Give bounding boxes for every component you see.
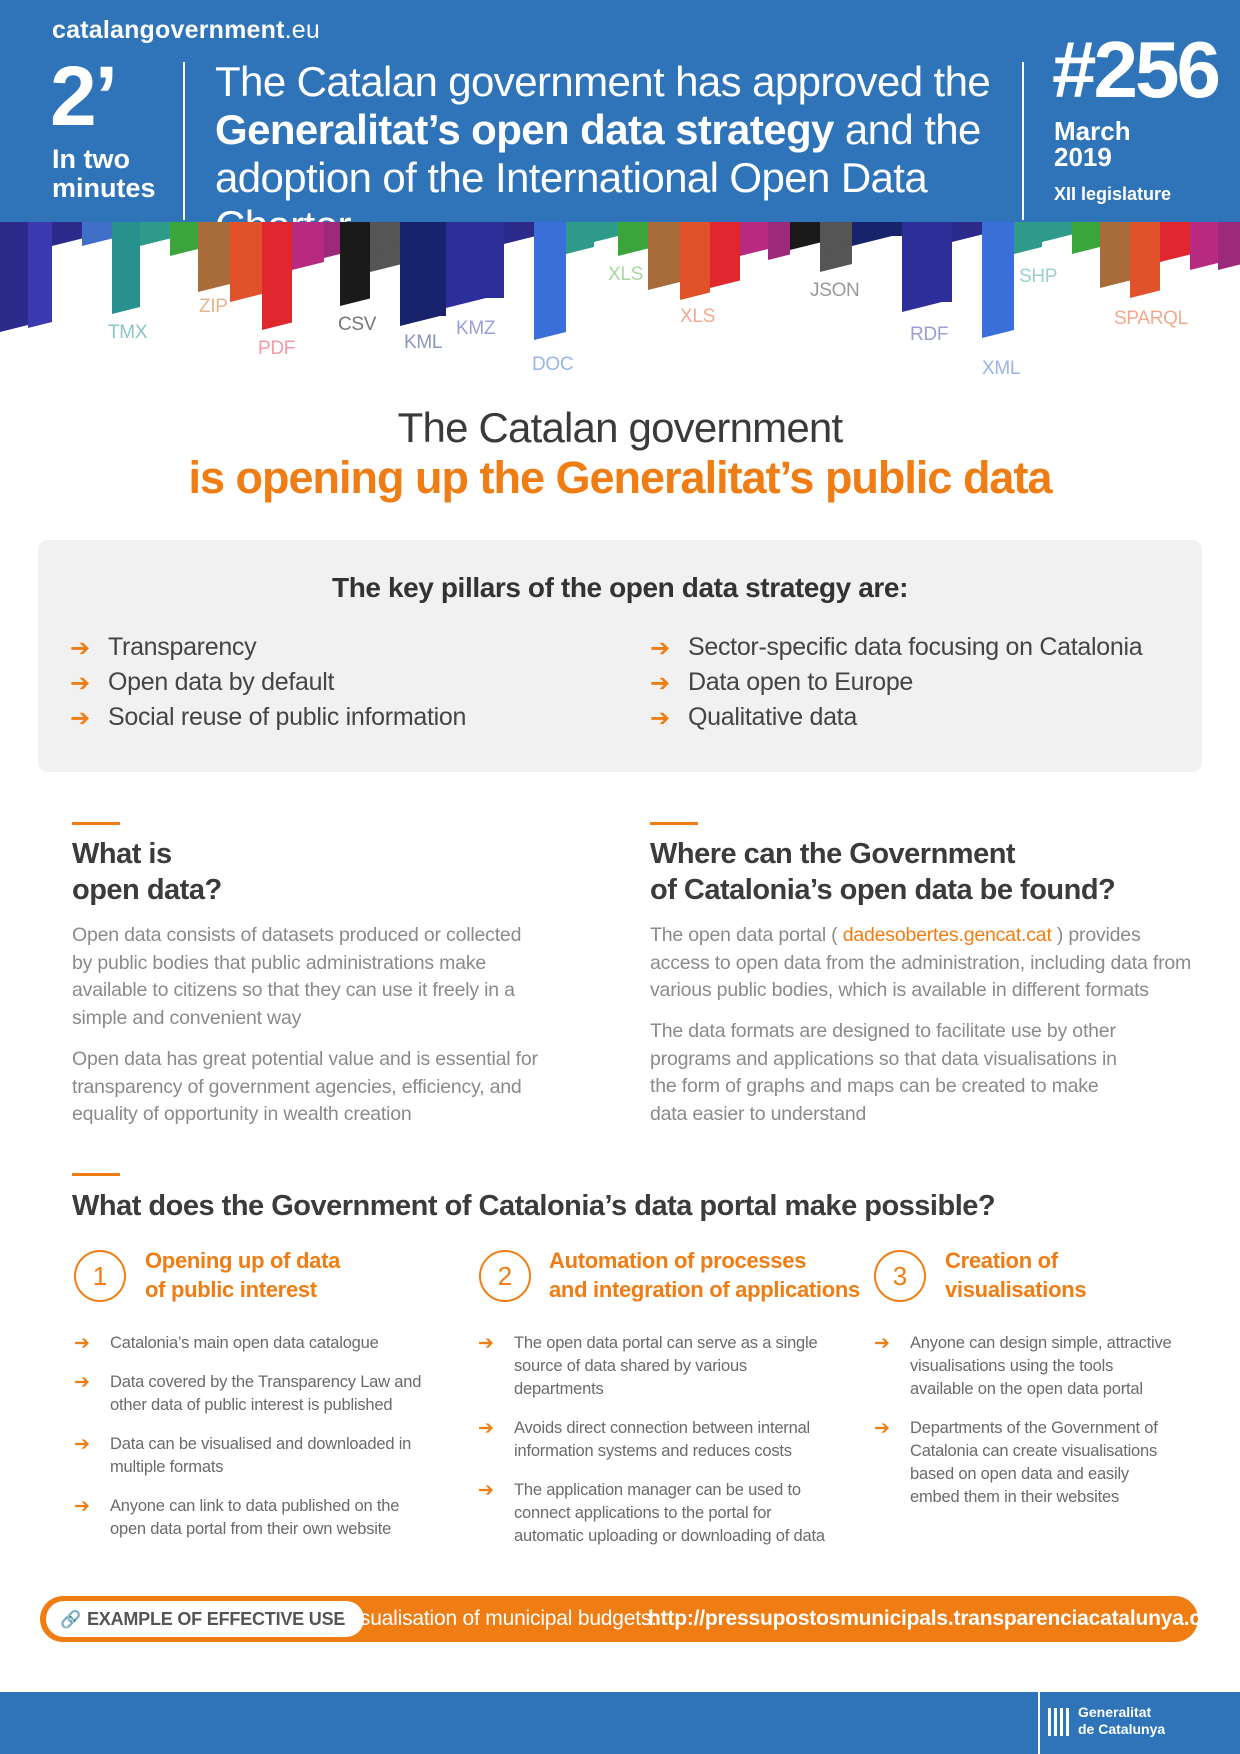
format-label: ZIP bbox=[199, 296, 228, 317]
pillar-label: Qualitative data bbox=[688, 703, 857, 731]
bar bbox=[1130, 222, 1160, 288]
format-label: KML bbox=[404, 332, 443, 353]
format-label: SPARQL bbox=[1114, 308, 1188, 329]
bar bbox=[230, 222, 262, 292]
pillars-box bbox=[38, 540, 1202, 772]
section-dash bbox=[650, 822, 698, 825]
arrow-right-icon: ➔ bbox=[874, 1332, 890, 1354]
bar bbox=[740, 222, 768, 246]
feature-title bbox=[945, 1246, 1086, 1304]
site-name-tld: .eu bbox=[284, 16, 320, 44]
pillars-list-right bbox=[650, 630, 1142, 735]
bar bbox=[400, 222, 446, 316]
feature-list bbox=[478, 1332, 826, 1564]
issue-year: 2019 bbox=[1054, 142, 1112, 172]
bar bbox=[820, 222, 852, 262]
example-url-link[interactable]: http://pressupostosmunicipals.transparenciacatalunya.cat bbox=[648, 1607, 1220, 1630]
item-text: Anyone can design simple, attractive visualisations using the tools available on the open data portal bbox=[910, 1334, 1172, 1398]
headline-line3: adoption of the International Open Data bbox=[215, 154, 928, 201]
header-divider-right bbox=[1022, 62, 1024, 220]
bar bbox=[292, 222, 324, 260]
bar bbox=[768, 222, 790, 250]
bar bbox=[340, 222, 370, 296]
format-label: XLS bbox=[680, 306, 716, 327]
format-bars-graphic bbox=[0, 222, 1240, 382]
site-name[interactable] bbox=[52, 16, 320, 45]
issue-number: #256 bbox=[1052, 25, 1218, 114]
header-banner bbox=[0, 0, 1240, 222]
page-subtitle: is opening up the Generalitat’s public data bbox=[188, 452, 1052, 503]
feature-title bbox=[549, 1246, 860, 1304]
footer-logo-text[interactable] bbox=[1078, 1704, 1165, 1738]
issue-month: March bbox=[1054, 116, 1131, 146]
arrow-right-icon: ➔ bbox=[874, 1417, 890, 1439]
heading-line: of Catalonia’s open data be found? bbox=[650, 874, 1116, 906]
arrow-right-icon: ➔ bbox=[70, 633, 90, 662]
list-item bbox=[874, 1332, 1174, 1401]
bar bbox=[82, 222, 112, 236]
logo-line: Generalitat bbox=[1078, 1704, 1152, 1720]
pillar-label: Data open to Europe bbox=[688, 668, 914, 696]
bar bbox=[952, 222, 982, 232]
bar bbox=[198, 222, 230, 282]
pillars-title: The key pillars of the open data strategy are: bbox=[332, 572, 908, 603]
bar bbox=[594, 222, 618, 232]
list-item bbox=[478, 1479, 826, 1548]
section-dash bbox=[72, 822, 120, 825]
arrow-right-icon: ➔ bbox=[70, 668, 90, 697]
portal-link[interactable]: dadesobertes.gencat.cat bbox=[842, 924, 1052, 946]
list-item bbox=[74, 1332, 430, 1355]
footer-divider bbox=[1038, 1692, 1040, 1754]
bar bbox=[710, 222, 740, 278]
bar bbox=[370, 222, 400, 262]
what-is-paragraph-2: Open data has great potential value and is essential for transparency of government agencies, efficiency, and equality of opportunity in wealth creation bbox=[72, 1048, 538, 1125]
item-text: Data covered by the Transparency Law and other data of public interest is published bbox=[110, 1373, 422, 1414]
arrow-right-icon: ➔ bbox=[74, 1433, 90, 1455]
example-label: EXAMPLE OF EFFECTIVE USE bbox=[86, 1609, 346, 1629]
list-item bbox=[70, 665, 466, 700]
item-text: The open data portal can serve as a single source of data shared by various departments bbox=[514, 1334, 818, 1398]
pillar-label: Social reuse of public information bbox=[108, 703, 467, 731]
list-item bbox=[478, 1332, 826, 1401]
format-label: JSON bbox=[810, 280, 860, 301]
list-item bbox=[70, 630, 466, 665]
bar bbox=[1100, 222, 1130, 278]
list-item bbox=[874, 1417, 1174, 1509]
item-text: Avoids direct connection between internal information systems and reduces costs bbox=[514, 1419, 811, 1460]
bar bbox=[170, 222, 198, 246]
headline-line2 bbox=[215, 106, 1015, 154]
item-text: Data can be visualised and downloaded in multiple formats bbox=[110, 1435, 412, 1476]
bar bbox=[982, 222, 1014, 328]
list-item bbox=[74, 1495, 430, 1541]
number-circle: 2 bbox=[479, 1250, 531, 1302]
where-paragraph-1 bbox=[650, 922, 1198, 1005]
logo-line: de Catalunya bbox=[1078, 1721, 1166, 1737]
feature-title bbox=[145, 1246, 340, 1304]
bar bbox=[504, 222, 534, 234]
bar bbox=[852, 222, 902, 236]
bar bbox=[566, 222, 594, 244]
list-item bbox=[650, 630, 1142, 665]
format-label: CSV bbox=[338, 314, 377, 335]
pillar-label: Sector-specific data focusing on Catalonia bbox=[688, 633, 1143, 661]
list-item bbox=[478, 1417, 826, 1463]
arrow-right-icon: ➔ bbox=[70, 703, 90, 732]
example-banner bbox=[40, 1596, 1220, 1642]
bar bbox=[648, 222, 680, 280]
heading-line: What is bbox=[72, 838, 172, 870]
footer bbox=[0, 1692, 1240, 1754]
item-text: Anyone can link to data published on the open data portal from their own website bbox=[110, 1497, 400, 1538]
example-text: Visualisation of municipal budgets: bbox=[342, 1607, 657, 1630]
feature-title-line: Opening up of data bbox=[145, 1248, 341, 1273]
bar bbox=[1160, 222, 1190, 252]
portal-heading: What does the Government of Catalonia’s data portal make possible? bbox=[72, 1190, 996, 1222]
headline-line1: The Catalan government has approved the bbox=[215, 58, 991, 105]
feature-list bbox=[874, 1332, 1174, 1525]
list-item bbox=[74, 1371, 430, 1417]
bar bbox=[1042, 222, 1072, 232]
issue-date bbox=[1054, 118, 1131, 170]
page-title: The Catalan government bbox=[397, 404, 843, 451]
bar bbox=[790, 222, 820, 240]
feature-title-line: Automation of processes bbox=[549, 1248, 807, 1273]
arrow-right-icon: ➔ bbox=[650, 668, 670, 697]
where-heading bbox=[650, 836, 1115, 908]
bar bbox=[1072, 222, 1100, 244]
headline-bold: Generalitat’s open data strategy bbox=[215, 106, 834, 153]
bar bbox=[0, 222, 28, 322]
arrow-right-icon: ➔ bbox=[650, 703, 670, 732]
bar bbox=[28, 222, 52, 318]
generalitat-logo-icon bbox=[1048, 1706, 1072, 1738]
duration-label bbox=[52, 145, 156, 203]
bar bbox=[52, 222, 82, 236]
feature-title-line: of public interest bbox=[145, 1277, 317, 1302]
bar bbox=[618, 222, 648, 246]
bar bbox=[446, 222, 504, 298]
arrow-right-icon: ➔ bbox=[74, 1371, 90, 1393]
item-text: Catalonia’s main open data catalogue bbox=[110, 1334, 379, 1352]
list-item bbox=[650, 700, 1142, 735]
arrow-right-icon: ➔ bbox=[74, 1332, 90, 1354]
number-circle: 1 bbox=[74, 1250, 126, 1302]
header-divider-left bbox=[183, 62, 185, 220]
format-label: XML bbox=[982, 358, 1021, 379]
example-label-pill bbox=[46, 1601, 364, 1637]
format-label: KMZ bbox=[456, 318, 496, 339]
feature-title-line: Creation of bbox=[945, 1248, 1058, 1273]
list-item bbox=[74, 1433, 430, 1479]
what-is-heading bbox=[72, 836, 222, 908]
arrow-right-icon: ➔ bbox=[74, 1495, 90, 1517]
duration-label-line1: In two bbox=[52, 144, 130, 174]
bar bbox=[902, 222, 952, 302]
bar bbox=[262, 222, 292, 320]
what-is-paragraph-1: Open data consists of datasets produced or collected by public bodies that public administrations make available to citizens so that they can use it freely in a simple and convenient way bbox=[72, 924, 522, 1029]
arrow-right-icon: ➔ bbox=[478, 1332, 494, 1354]
heading-line: open data? bbox=[72, 874, 222, 906]
format-label: DOC bbox=[532, 354, 574, 375]
site-name-main: catalangovernment bbox=[52, 16, 285, 44]
item-text: The application manager can be used to connect applications to the portal for automatic uploading or downloading of data bbox=[514, 1481, 825, 1545]
duration-number: 2’ bbox=[50, 49, 117, 143]
format-label: PDF bbox=[258, 338, 296, 359]
duration-label-line2: minutes bbox=[52, 173, 156, 203]
bar bbox=[1190, 222, 1218, 260]
format-label: TMX bbox=[108, 322, 148, 343]
pillar-label: Open data by default bbox=[108, 668, 335, 696]
bar bbox=[140, 222, 170, 236]
arrow-right-icon: ➔ bbox=[650, 633, 670, 662]
list-item bbox=[70, 700, 466, 735]
bar bbox=[680, 222, 710, 290]
headline-line2-rest: and the bbox=[833, 106, 981, 153]
feature-list bbox=[74, 1332, 430, 1557]
text: ) provides access to open data from the administration, including data from various public bodies, which is available in different formats bbox=[650, 924, 1192, 1001]
section-dash bbox=[72, 1173, 120, 1176]
heading-line: Where can the Government bbox=[650, 838, 1016, 870]
arrow-right-icon: ➔ bbox=[478, 1479, 494, 1501]
format-label: XLS bbox=[608, 264, 644, 285]
pillar-label: Transparency bbox=[108, 633, 257, 661]
item-text: Departments of the Government of Catalonia can create visualisations based on open data and easily embed them in their websites bbox=[910, 1419, 1158, 1506]
bar bbox=[1014, 222, 1042, 244]
list-item bbox=[650, 665, 1142, 700]
format-label: SHP bbox=[1019, 266, 1058, 287]
legislature: XII legislature bbox=[1054, 184, 1172, 204]
arrow-right-icon: ➔ bbox=[478, 1417, 494, 1439]
bar bbox=[112, 222, 140, 304]
feature-title-line: and integration of applications bbox=[549, 1277, 860, 1302]
bar bbox=[324, 222, 340, 248]
number-circle: 3 bbox=[874, 1250, 926, 1302]
link-icon: 🔗 bbox=[60, 1610, 81, 1630]
bar bbox=[1218, 222, 1240, 260]
format-label: RDF bbox=[910, 324, 949, 345]
pillars-list-left bbox=[70, 630, 466, 735]
bar bbox=[534, 222, 566, 330]
where-paragraph-2: The data formats are designed to facilitate use by other programs and applications so that data visualisations in the form of graphs and maps can be created to make data easier to understand bbox=[650, 1020, 1117, 1125]
feature-title-line: visualisations bbox=[945, 1277, 1087, 1302]
text: The open data portal ( bbox=[650, 924, 843, 946]
